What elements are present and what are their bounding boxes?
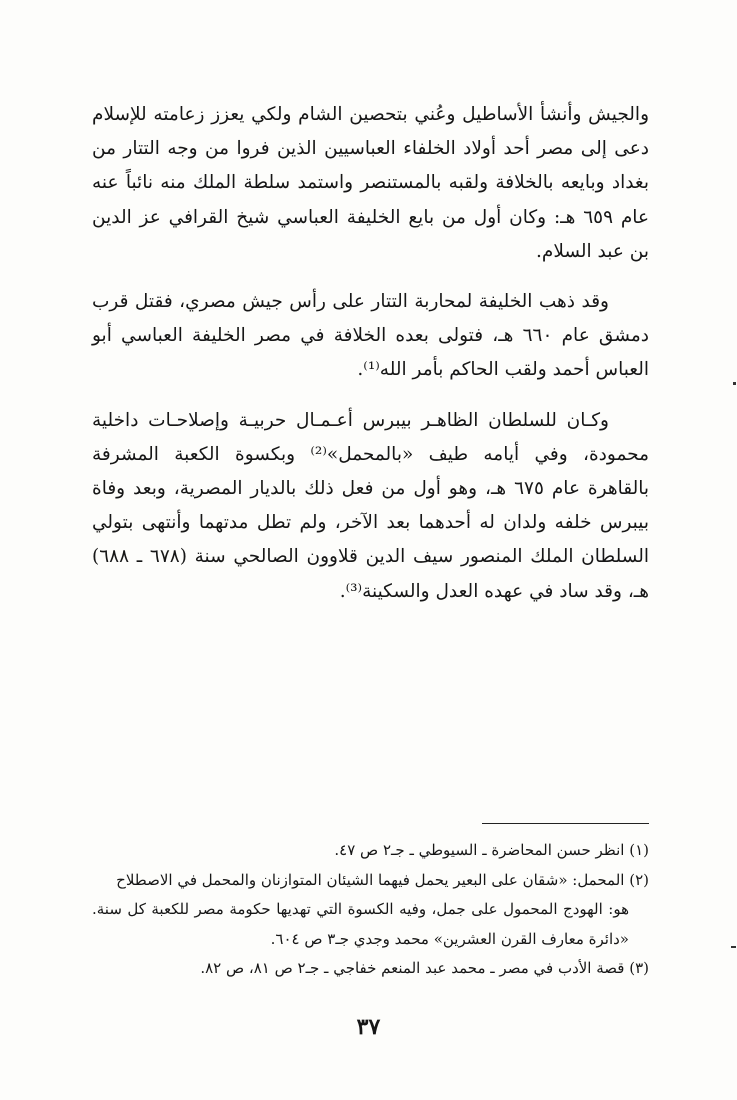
footnote-2: (٢) المحمل: «شقان على البعير يحمل فيهما الشيئان المتوازنان والمحمل في الاصطلاح — [116, 870, 649, 889]
footnote-1: (١) انظر حسن المحاضرة ـ السيوطي ـ جـ٢ ص ٤٧. — [334, 841, 649, 859]
paragraph-1: والجيش وأنشأ الأساطيل وعُني بتحصين الشام ولكي يعزز زعامته للإسلام دعى إلى مصر أحد أولاد الخلفاء العباسيين الذين فروا من وجه التتار من بغداد وبايعه بالخلافة ولقبه بالمستنصر واستمد سلطة الملك منه نائباً عنه عام ٦٥٩ هـ: وكان أول من بايع الخليفة العباسي شيخ القرافي عز الدين بن عبد السلام. — [92, 104, 649, 262]
paragraph-3: وكـان للسلطان الظاهـر بيبرس أعـمـال حربيـة وإصلاحـات داخلية محمودة، وفي أيامه طيف «بالمحمل»⁽²⁾ وبكسوة الكعبة المشرفة بالقاهرة عام ٦٧٥ هـ، وهو أول من فعل ذلك بالديار المصرية، وبعد وفاة بيبرس خلفه ولدان له أحدهما بعد الآخر، ولم تطل مدتهما وأنتهى بتولي السلطان الملك المنصور سيف الدين قلاوون الصالحي سنة (٦٧٨ ـ ٦٨٨) هـ، وقد ساد في عهده العدل والسكينة⁽³⁾. — [92, 409, 650, 602]
scan-speck — [733, 382, 736, 385]
page-number: ٣٧ — [356, 1014, 381, 1040]
scan-speck — [731, 946, 736, 948]
footnote-separator — [482, 823, 649, 824]
footnote-3: (٣) قصة الأدب في مصر ـ محمد عبد المنعم خفاجي ـ جـ٢ ص ٨١، ص ٨٢. — [200, 959, 649, 977]
footnote-2-continued: هو: الهودج المحمول على جمل، وفيه الكسوة التي تهديها حكومة مصر للكعبة كل سنة. «دائرة معارف القرن العشرين» محمد وجدي جـ٣ ص ٦٠٤. — [92, 900, 629, 948]
main-text — [92, 98, 649, 625]
footnotes — [92, 836, 649, 984]
paragraph-2: وقد ذهب الخليفة لمحاربة التتار على رأس جيش مصري، فقتل قرب دمشق عام ٦٦٠ هـ، فتولى بعده الخلافة في مصر الخليفة العباسي أبو العباس أحمد ولقب الحاكم بأمر الله⁽¹⁾. — [92, 291, 649, 381]
